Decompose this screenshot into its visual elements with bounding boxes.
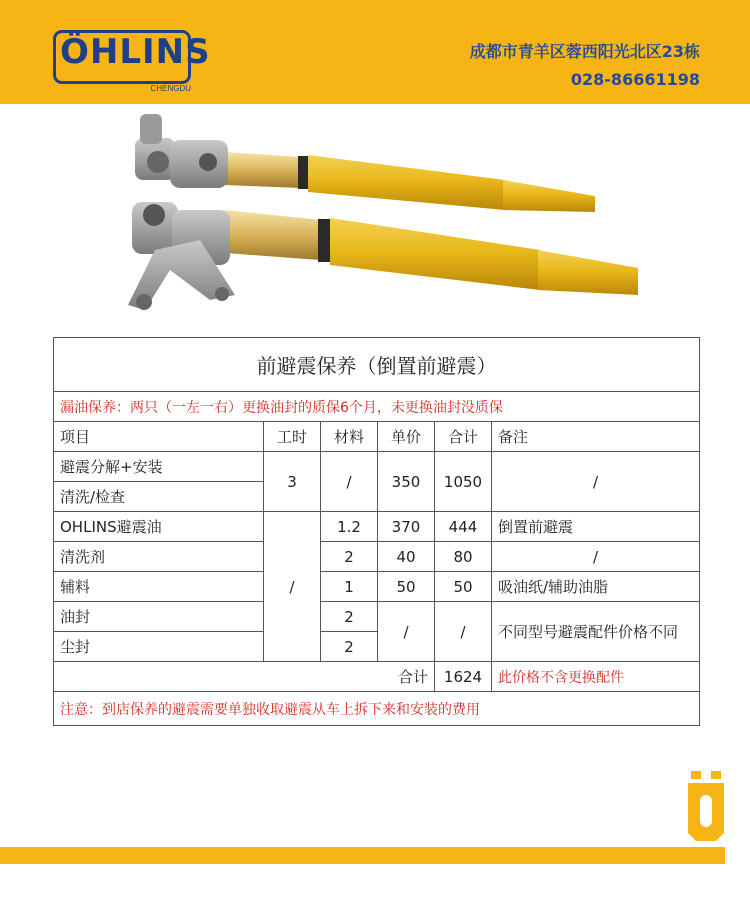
price-cell: 350 xyxy=(378,452,435,512)
col-header-total: 合计 xyxy=(435,422,492,452)
table-title-row xyxy=(54,338,700,392)
price-cell: 40 xyxy=(378,542,435,572)
contact-info xyxy=(470,38,700,94)
sum-value: 1624 xyxy=(435,662,492,692)
col-header-note: 备注 xyxy=(492,422,700,452)
material-cell: 1.2 xyxy=(321,512,378,542)
sum-row xyxy=(54,662,700,692)
col-header-item: 项目 xyxy=(54,422,264,452)
header-row xyxy=(54,422,700,452)
col-header-price: 单价 xyxy=(378,422,435,452)
price-cell: / xyxy=(378,602,435,662)
maintenance-price-table xyxy=(53,337,700,726)
table-row xyxy=(54,452,700,482)
footnote-row xyxy=(54,692,700,726)
item-cell: 辅料 xyxy=(54,572,264,602)
warranty-warning: 漏油保养：两只（一左一右）更换油封的质保6个月，未更换油封没质保 xyxy=(54,392,700,422)
table-row xyxy=(54,602,700,632)
material-cell: / xyxy=(321,452,378,512)
ohlins-logo xyxy=(53,30,211,93)
item-cell: 清洗/检查 xyxy=(54,482,264,512)
item-cell: 尘封 xyxy=(54,632,264,662)
note-cell: / xyxy=(492,542,700,572)
total-cell: 444 xyxy=(435,512,492,542)
footer-bar xyxy=(0,847,725,864)
note-cell: 不同型号避震配件价格不同 xyxy=(492,602,700,662)
price-cell: 370 xyxy=(378,512,435,542)
price-cell: 50 xyxy=(378,572,435,602)
note-cell: 吸油纸/辅助油脂 xyxy=(492,572,700,602)
table-title: 前避震保养（倒置前避震） xyxy=(54,338,700,392)
ohlins-o-mark-icon xyxy=(684,771,728,841)
sum-label: 合计 xyxy=(54,662,435,692)
total-cell: / xyxy=(435,602,492,662)
item-cell: 避震分解+安装 xyxy=(54,452,264,482)
logo-subtitle: CHENGDU xyxy=(150,84,191,93)
fork-photo xyxy=(110,110,650,325)
logo-text: ÖHLINS xyxy=(60,32,211,72)
note-cell: / xyxy=(492,452,700,512)
table-row xyxy=(54,512,700,542)
col-header-material: 材料 xyxy=(321,422,378,452)
address-text: 成都市青羊区蓉西阳光北区23栋 xyxy=(469,42,700,61)
footnote: 注意：到店保养的避震需要单独收取避震从车上拆下来和安装的费用 xyxy=(54,692,700,726)
total-cell: 50 xyxy=(435,572,492,602)
phone-text: 028-86661198 xyxy=(570,70,700,89)
material-cell: 1 xyxy=(321,572,378,602)
warning-row xyxy=(54,392,700,422)
material-cell: 2 xyxy=(321,632,378,662)
total-cell: 1050 xyxy=(435,452,492,512)
material-cell: 2 xyxy=(321,542,378,572)
header-bar xyxy=(0,0,750,104)
sum-note: 此价格不含更换配件 xyxy=(492,662,700,692)
table-row xyxy=(54,572,700,602)
col-header-hours: 工时 xyxy=(264,422,321,452)
material-cell: 2 xyxy=(321,602,378,632)
total-cell: 80 xyxy=(435,542,492,572)
item-cell: 清洗剂 xyxy=(54,542,264,572)
item-cell: 油封 xyxy=(54,602,264,632)
hours-cell: 3 xyxy=(264,452,321,512)
hours-cell: / xyxy=(264,512,321,662)
table-row xyxy=(54,542,700,572)
item-cell: OHLINS避震油 xyxy=(54,512,264,542)
note-cell: 倒置前避震 xyxy=(492,512,700,542)
